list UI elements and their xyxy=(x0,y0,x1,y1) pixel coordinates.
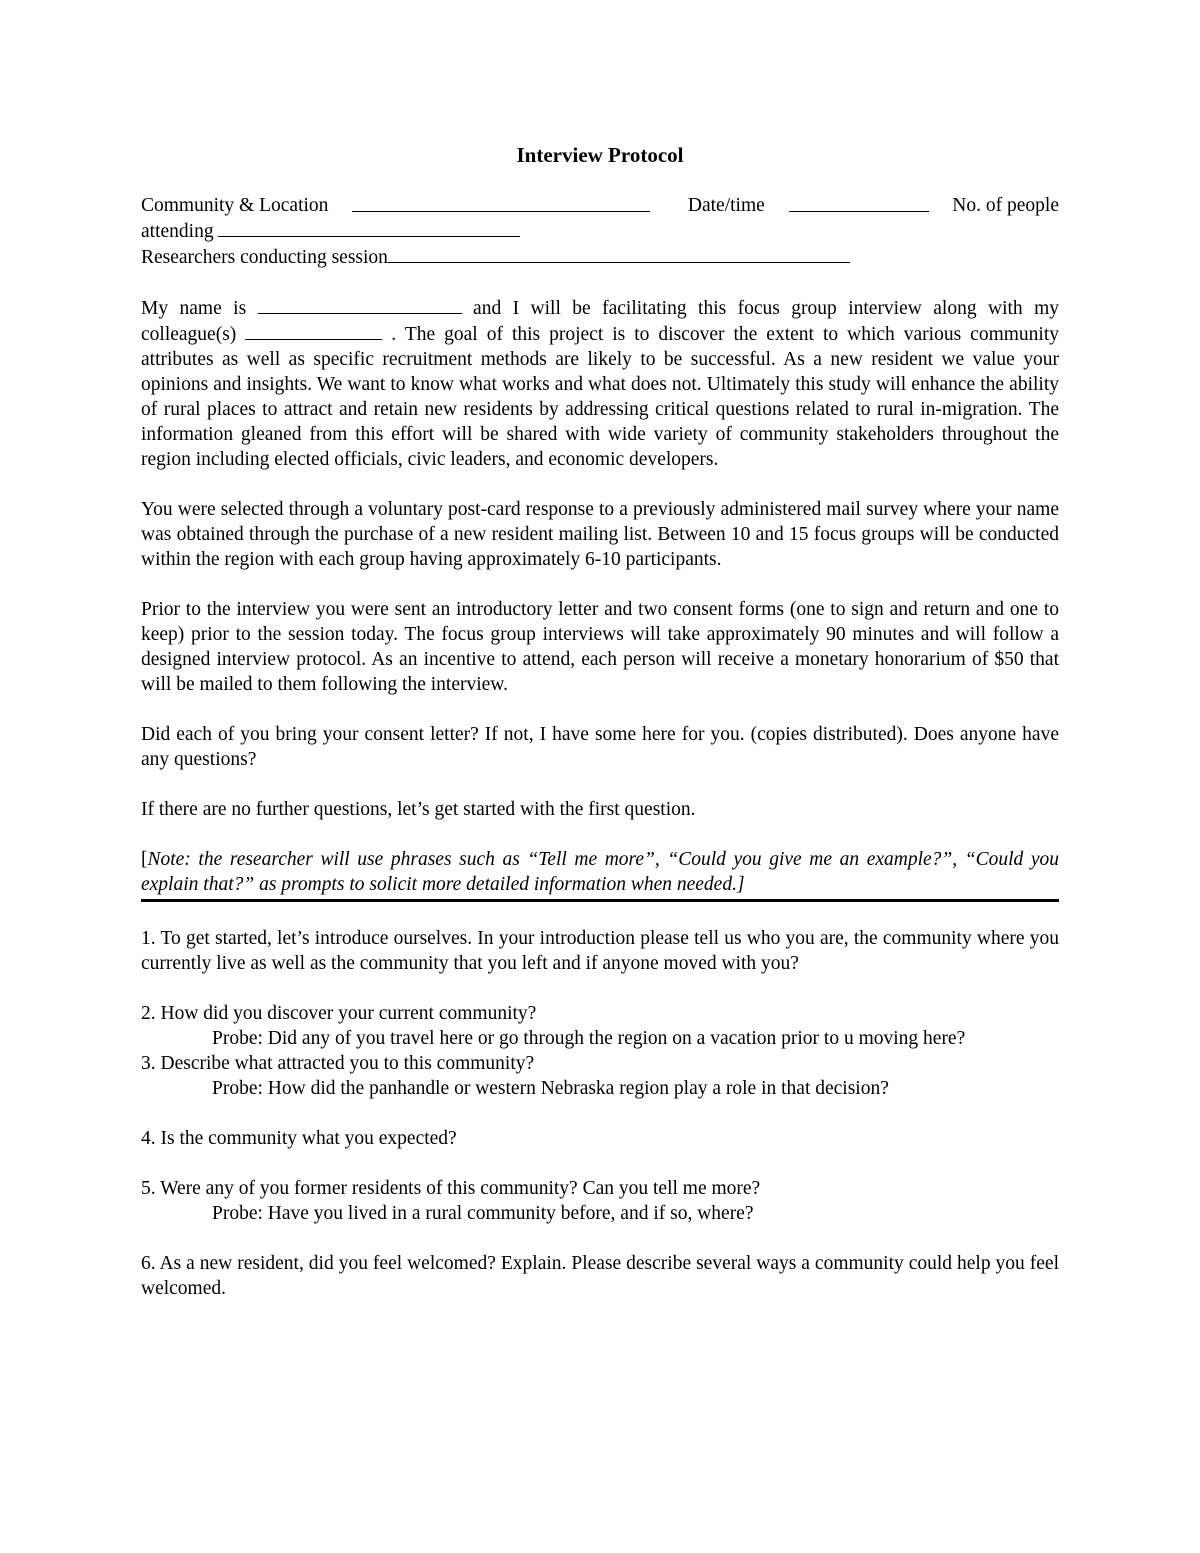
question-2-probe: Probe: Did any of you travel here or go through the region on a vacation prior to u moving here? xyxy=(212,1028,966,1049)
document-page xyxy=(141,0,1059,1301)
intro-p1-c: . The goal of this project is to discover the extent to which various community attributes as well as specific recruitment methods are likely to be successful. As a new resident we value your opinions and insights. We want to know what works and what does not. Ultimately this study will enhance the ability of rural places to attract and retain new residents by addressing critical questions related to rural in-migration. The information gleaned from this effort will be shared with wide variety of community stakeholders throughout the region including elected officials, civic leaders, and economic developers. xyxy=(141,324,1059,470)
attending-label: attending xyxy=(141,221,214,242)
intro-p1-a: My name is xyxy=(141,298,247,319)
page-title: Interview Protocol xyxy=(516,143,684,167)
header-row-1 xyxy=(141,193,1059,218)
question-5: 5. Were any of you former residents of this community? Can you tell me more? xyxy=(141,1178,761,1199)
question-3-probe: Probe: How did the panhandle or western Nebraska region play a role in that decision? xyxy=(212,1078,889,1099)
researcher-note-text xyxy=(141,847,1059,897)
date-time-label: Date/time xyxy=(687,195,765,216)
header-row-2 xyxy=(141,218,1059,244)
intro-paragraph-5: If there are no further questions, let’s get started with the first question. xyxy=(141,799,696,820)
intro-paragraph-2: You were selected through a voluntary post-card response to a previously administered mail survey where your name was obtained through the purchase of a new resident mailing list. Between 10 and 15 focus groups will be conducted within the region with each group having approximately 6-10 participants. xyxy=(141,499,1059,570)
researchers-blank xyxy=(388,244,850,263)
intro-paragraph-4: Did each of you bring your consent letter? If not, I have some here for you. (copies distributed). Does anyone have any questions? xyxy=(141,724,1059,770)
note-close-bracket: ] xyxy=(736,874,745,895)
intro-p1-b: and I will be facilitating this focus group interview along with my colleague(s) xyxy=(141,298,1060,345)
date-time-blank xyxy=(789,193,929,212)
question-5-probe: Probe: Have you lived in a rural community before, and if so, where? xyxy=(212,1203,754,1224)
attending-blank xyxy=(218,218,520,237)
question-3: 3. Describe what attracted you to this community? xyxy=(141,1053,535,1074)
community-location-blank xyxy=(352,193,650,212)
no-people-label: No. of people xyxy=(952,195,1059,216)
facilitator-name-blank xyxy=(258,295,462,314)
researcher-note xyxy=(141,847,1059,902)
researchers-label: Researchers conducting session xyxy=(141,247,388,268)
header-row-3 xyxy=(141,244,1059,270)
colleague-name-blank xyxy=(245,321,382,340)
question-1: 1. To get started, let’s introduce ourselves. In your introduction please tell us who you are, the community where you currently live as well as the community that you left and if anyone moved with you? xyxy=(141,928,1059,974)
intro-paragraph-3: Prior to the interview you were sent an introductory letter and two consent forms (one to sign and return and one to keep) prior to the session today. The focus group interviews will take approximately 90 minutes and will follow a designed interview protocol. As an incentive to attend, each person will receive a monetary honorarium of $50 that will be mailed to them following the interview. xyxy=(141,599,1059,695)
note-body: Note: the researcher will use phrases such as “Tell me more”, “Could you give me an example?”, “Could you explain that?” as prompts to solicit more detailed information when needed. xyxy=(141,849,1059,895)
question-6: 6. As a new resident, did you feel welcomed? Explain. Please describe several ways a community could help you feel welcomed. xyxy=(141,1253,1059,1299)
community-location-label: Community & Location xyxy=(141,195,329,216)
question-4: 4. Is the community what you expected? xyxy=(141,1128,457,1149)
intro-paragraph-1 xyxy=(141,295,1059,472)
question-2: 2. How did you discover your current community? xyxy=(141,1003,537,1024)
note-open-bracket: [ xyxy=(141,849,148,870)
